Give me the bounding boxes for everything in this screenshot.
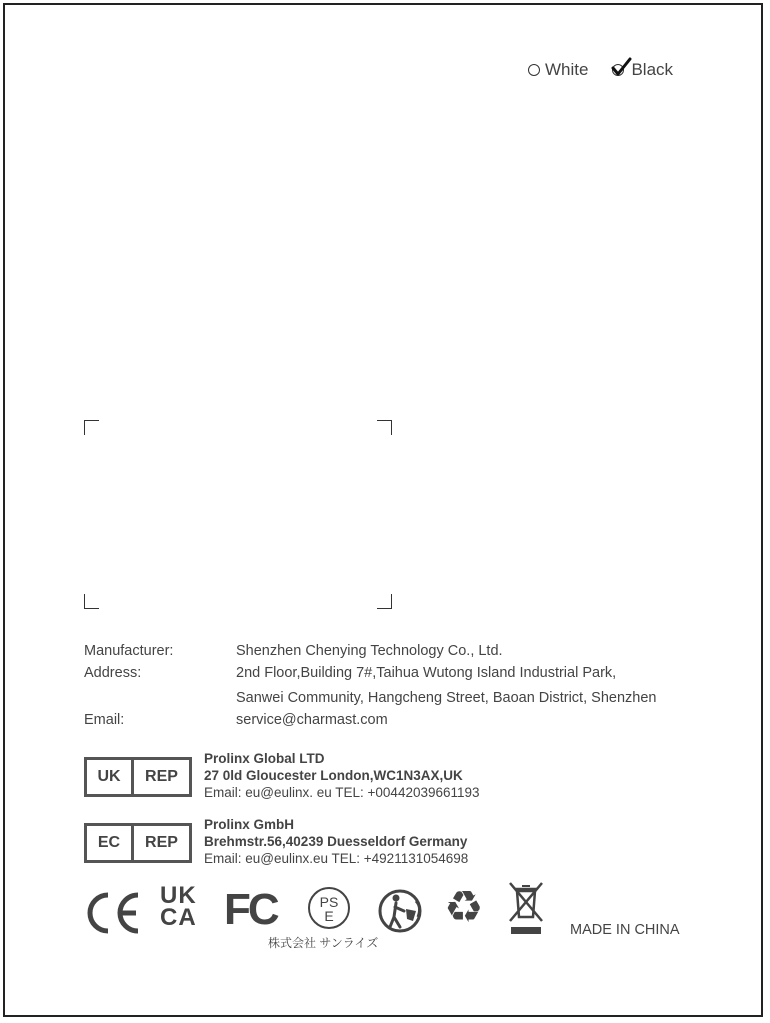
email-label: Email: [84,712,125,728]
fcc-mark-icon [224,887,277,933]
recycle-icon: ♻ [444,883,484,932]
ukca-mark-icon [160,882,206,931]
ec-rep-badge-left: EC [87,826,134,860]
crop-mark-top-right [377,420,392,435]
fcc-mark-text: FC [224,885,277,934]
crop-mark-bottom-right [377,594,392,609]
pse-top-text: PS [319,894,339,910]
color-option-black-label: Black [631,60,674,79]
uk-rep-badge-left: UK [87,760,134,794]
ec-rep-address: Brehmstr.56,40239 Duesseldorf Germany [204,834,468,849]
color-option-white[interactable] [528,60,588,80]
uk-rep-badge-right: REP [145,768,178,785]
color-option-black[interactable] [612,60,673,80]
ec-rep-block [84,817,469,867]
crop-mark-bottom-left [84,594,99,609]
ec-rep-badge [84,823,192,863]
address-label: Address: [84,665,142,681]
uk-rep-contact: Email: eu@eulinx. eu TEL: +00442039661193 [204,785,480,800]
color-option-white-label: White [545,60,589,79]
weee-bin-icon [508,881,544,937]
uk-rep-company: Prolinx Global LTD [204,751,325,766]
manufacturer-value: Shenzhen Chenying Technology Co., Ltd. [236,643,503,659]
email-value: service@charmast.com [236,712,388,728]
ukca-top-text: UK [160,882,197,909]
made-in-china-text: MADE IN CHINA [570,922,680,938]
tidy-man-disposal-icon [376,887,426,933]
radio-checked-icon[interactable] [612,63,626,77]
address-line-1: 2nd Floor,Building 7#,Taihua Wutong Island Industrial Park, [236,665,617,681]
address-line-2: Sanwei Community, Hangcheng Street, Baoan District, Shenzhen [236,690,657,706]
radio-unchecked-icon[interactable] [528,64,540,76]
ec-rep-company: Prolinx GmbH [204,817,295,832]
japanese-company-text: 株式会社 サンライズ [268,936,379,950]
ec-rep-contact: Email: eu@eulinx.eu TEL: +4921131054698 [204,851,469,866]
color-options [528,60,673,80]
uk-rep-badge [84,757,192,797]
pse-bottom-text: E [324,908,334,924]
ukca-bottom-text: CA [160,904,197,931]
ec-rep-badge-right: REP [145,834,178,851]
ec-rep-text [204,816,468,867]
uk-rep-address: 27 0ld Gloucester London,WC1N3AX,UK [204,768,463,783]
uk-rep-block [84,751,480,801]
manufacturer-label: Manufacturer: [84,643,174,659]
crop-mark-top-left [84,420,99,435]
pse-mark-icon [308,887,350,929]
ce-mark-icon [84,891,142,935]
uk-rep-text [204,750,480,801]
